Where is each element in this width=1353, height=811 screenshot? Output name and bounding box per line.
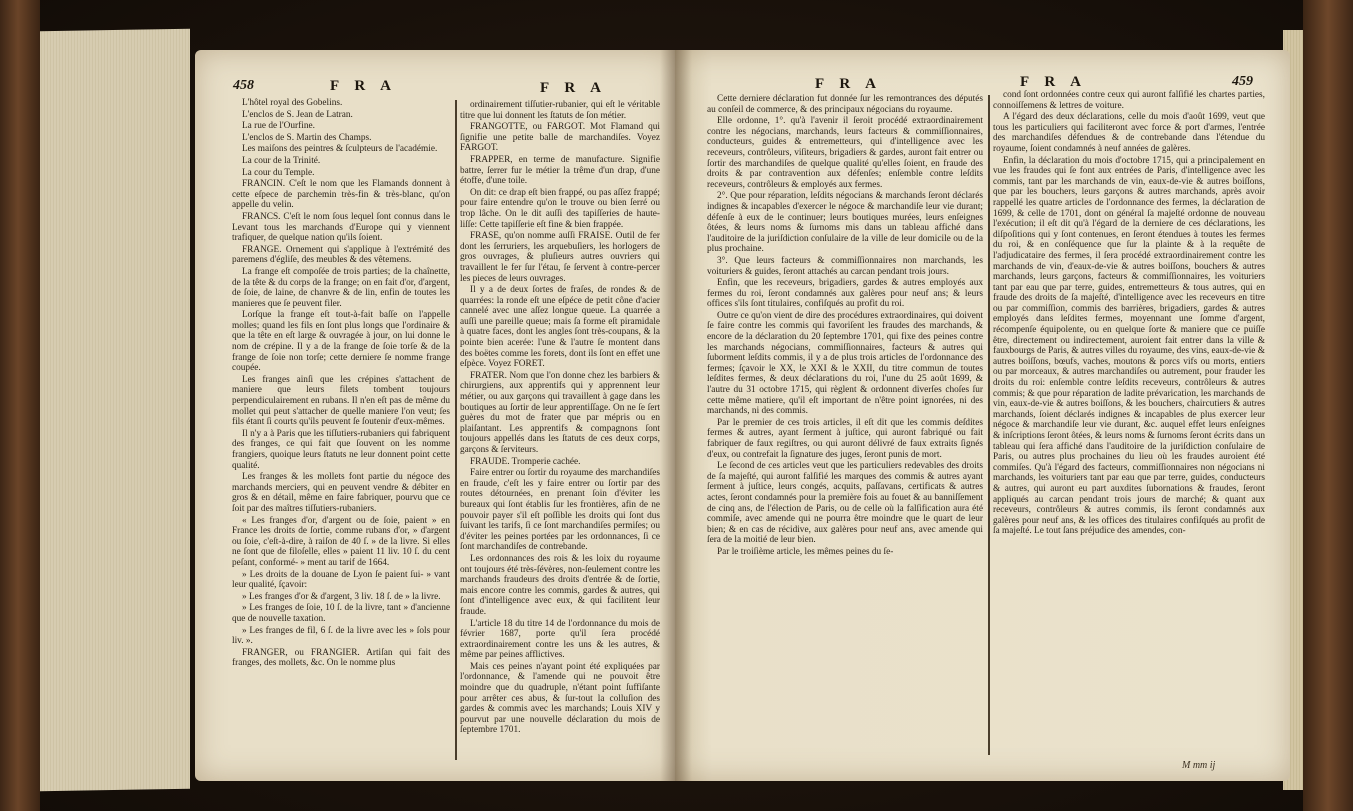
paragraph: Elle ordonne, 1°. qu'à l'avenir il ſeroit procédé extraordinairement contre les négocians, marchands, leurs facteurs & commiſſionnaires, conducteurs, guides & entremetteurs, qui d'intelligence avec les receveurs, contrôleurs, viſiteurs, brigadiers & gardes, auront fait entrer ou ſortir des marchandiſes de quelque qualité qu'elles ſoient, en fraude des droits & par contravention aux défenſes; enſemble contre leſdits receveurs, contrôleurs & employés aux fermes. [707, 116, 983, 190]
paragraph: La cour de la Trinité. [242, 155, 321, 166]
page-edges-left [40, 29, 190, 792]
paragraph: cond ſont ordonnées contre ceux qui auront falſifié les chartes parties, connoiſſemens & lettres de voiture. [993, 90, 1265, 111]
paragraph: » Les droits de la douane de Lyon ſe paient ſui- » vant leur qualité, ſçavoir: [232, 569, 450, 591]
paragraph: Par le troiſième article, les mêmes peines du ſe- [717, 546, 894, 557]
paragraph: Les franges & les mollets font partie du négoce des marchands merciers, qui en peuvent vendre & débiter en gros & en détail, même en faire fabriquer, pourvu que ce ſoit par des maîtres tiſſutiers-rubaniers. [232, 472, 450, 514]
paragraph: FRANGE. Ornement qui s'applique à l'extrémité des paremens d'égliſe, des meubles & des vêtemens. [232, 244, 450, 266]
paragraph: Outre ce qu'on vient de dire des procédures extraordinaires, qui doivent ſe faire contre les commis qui favoriſent les fraudes des marchands, & encore de la déclaration du 20 ſeptembre 1701, qui fixe des peines contre les marchands négocians, commiſſionnaires, facteurs & autres qui ſuborment leſdits commis, il y a de plus trois articles de l'ordonnance des fermes; ſçavoir le XX, le XXI & le XXII, du titre commun de toutes leſdites fermes, & deux déclarations du roi, l'une du 25 août 1699, & l'autre du 31 octobre 1715, qui règlent & ordonnent diverſes choſes ſur cette même matiere, qu'il eſt important de n'être point ignorées, ni des marchands, ni des commis. [707, 310, 983, 417]
paragraph: Par le premier de ces trois articles, il eſt dit que les commis deſdites fermes & autres, ayant ſerment à juſtice, qui auront fabriqué ou fait fabriquer de faux regiſtres, ou qui auront délivré de faux extraits ſignés d'eux, ou contrefait la ſignature des juges, ſeront punis de mort. [707, 417, 983, 460]
paragraph: FRANGER, ou FRANGIER. Artiſan qui fait des franges, des mollets, &c. On le nomme plus [232, 647, 450, 669]
paragraph: Mais ces peines n'ayant point été expliquées par l'ordonnance, & l'amende qui ne pouvoit être moindre que du quadruple, n'étant point ſuffiſante pour arrêter ces abus, & ſur-tout la colluſion des gardes & commis avec les marchands; Louis XIV y pourvut par une nouvelle déclaration du mois de ſeptembre 1701. [460, 661, 660, 736]
right-column-divider [988, 95, 990, 755]
paragraph: Les maiſons des peintres & ſculpteurs de l'académie. [242, 144, 438, 155]
paragraph: » Les franges de ſoie, 10 ſ. de la livre, tant » d'ancienne que de nouvelle taxation. [232, 603, 450, 624]
paragraph: Cette derniere déclaration fut donnée ſur les remontrances des députés au conſeil de commerce, & des principaux négocians du royaume. [707, 94, 983, 115]
book-cover-right [1303, 0, 1353, 811]
paragraph: FRAUDE. Tromperie cachée. [470, 456, 581, 467]
paragraph: 3°. Que leurs facteurs & commiſſionnaires non marchands, les voituriers & guides, ſeront attachés au carcan pendant trois jours. [707, 255, 983, 277]
book-gutter [660, 50, 692, 781]
paragraph: FRANCIN. C'eſt le nom que les Flamands donnent à cette eſpece de parchemin très-fin & très-blanc, qu'on appelle du velin. [232, 179, 450, 211]
paragraph: Lorſque la frange eſt tout-à-fait baſſe on l'appelle molles; quand les fils en ſont plus longs que l'ordinaire & que la tête en eſt large & ouvragée à jour, on lui donne le nom de crépine. Il y a de la frange de ſoie torſe & de la frange de ſoie non torſe; cette derniere ſe nomme frange coupée. [232, 310, 450, 374]
paragraph: L'enclos de S. Jean de Latran. [242, 109, 353, 120]
paragraph: ordinairement tiſſutier-rubanier, qui eſt le véritable titre que lui donnent les ſtatuts de ſon métier. [460, 100, 660, 121]
paragraph: A l'égard des deux déclarations, celle du mois d'août 1699, veut que tous les particuliers qui faciliteront avec force & port d'armes, l'entrée des marchandiſes défendues & de contrebande dans l'étendue du royaume, ſoient condamnés à neuf années de galères. [993, 112, 1265, 154]
right-column-a [707, 94, 983, 762]
paragraph: Le ſecond de ces articles veut que les particuliers redevables des droits de ſa majeſté, qui auront falſifié les marques des commis & autres ayant ſerment à juſtice, leurs congés, acquits, paſſavans, certificats & autres actes, ſeront condamnés pour la première fois au fouet & au banniſſement de cinq ans, de l'élection de Paris, ou de celle où la falſification aura été commiſe, avec amende qui ne pourra être moindre que le quart de leur bien; & en cas de récidive, aux galères pour neuf ans, avec amende qui ſera de la moitié de leur bien. [707, 461, 983, 546]
paragraph: Enfin, la déclaration du mois d'octobre 1715, qui a principalement en vue les fraudes qui ſe font aux entrées de Paris, d'intelligence avec les commis, tant par les marchands de vin, eaux-de-vie & autres boiſſons, que par les bouchers, leurs garçons & autres marchands, après avoir rappellé les quatre articles de l'ordonnance des fermes, la déclaration de 1699, & celle de 1701, dont on général ſa majeſté ordonne de nouveau l'exécution; il eſt dit qu'à l'égard de la derniere de ces déclarations, les diſpoſitions qui y ſont contenues, en ſeront étendues à toutes les fermes du roi, & en conſéquence que ſur la plainte & à la requête de l'adjudicataire des fermes, il ſera procédé extraordinairement contre les marchands de vin, d'eaux-de-vie & autres boiſſons, bouchers & autres marchands, leurs garçons, facteurs & commiſſionnaires, les voituriers tant par eau que par terre, guides, entremetteurs & tous autres, qui en fraude des droits de ſa majeſté, d'intelligence avec les receveurs en titre ou par commiſſion, commis des barrières, brigadiers, gardes & autres employés dans leſdites fermes, moyennant une ſomme d'argent, récompenſe équipolente, ou en quelque ſorte & maniere que ce puiſſe être, directement ou indirectement, auroient fait entrer dans la ville & fauxbourgs de Paris, & autres villes du royaume, des vins, eaux-de-vie & autres boiſſons, bœufs, vaches, moutons & porcs vifs ou morts, entiers ou par morceaux, & autres marchandiſes ou autrement, pour frauder les droits du roi: enſemble contre leſdits receveurs, contrôleurs & autres commis; & que pour réparation de ladite prévarication, les marchands de vin, eaux-de-vie & autres boiſſons, & les bouchers, chaircutiers & autres marchands, ſoient déclarés indignes & incapables de plus exercer leur négoce & marchandiſe leur vie durant, &c. auquel effet leurs enſeignes & inſcriptions ſeront ôtées, & leurs noms & ſurnoms ſeront écrits dans un tableau qui ſera affiché dans l'auditoire de la juriſdiction conſulaire de Paris, ou autres plus prochaines du lieu où les fraudes auroient été commiſes. Qu'à l'égard des facteurs, commiſſionnaires non négocians ni marchands, les voituriers tant par eau que par terre, guides, conducteurs & autres, qui auront eu part auxdites ſubornations & fraudes, ſeront appliqués au carcan pendant trois jours de marché; & quant aux receveurs, contrôleurs & autres commis, ils ſeront condamnés aux galères pour neuf ans, & les offices des titulaires confiſqués au profit de ſa majeſté. Le tout ſans préjudice des amendes, con- [993, 155, 1265, 537]
right-running-head-b: F R A [1020, 74, 1087, 90]
left-column-divider [455, 100, 457, 760]
paragraph: On dit: ce drap eſt bien frappé, ou pas aſſez frappé; pour faire entendre qu'on le trouve ou bien ſerré ou trop lâche. On le dit auſſi des tapiſſeries de haute-liſſe: Cette tapiſſerie eſt fine & bien frappée. [460, 187, 660, 230]
paragraph: FRASE, qu'on nomme auſſi FRAISE. Outil de fer dont les ſerruriers, les arquebuſiers, les horlogers de gros ouvrages, & pluſieurs autres ouvriers qui travaillent le fer ſur l'étau, ſe ſervent à contre-percer les pieces de leurs ouvrages. [460, 231, 660, 284]
right-running-head-a: F R A [815, 76, 882, 92]
paragraph: La cour du Temple. [242, 167, 315, 178]
paragraph: Les franges ainſi que les crépines s'attachent de maniere que leurs filets tombent toujours perpendiculairement en rubans. Il n'en eſt pas de même du mollet qui peut s'attacher de quelle maniere l'on veut; ſes fils étant ſi courts qu'ils peuvent ſe ſoutenir d'eux-mêmes. [232, 374, 450, 428]
paragraph: Il n'y a à Paris que les tiſſutiers-rubaniers qui fabriquent des franges, ce qui fait que ſouvent on les nomme frangiers, quoique leurs ſtatuts ne leur donnent point cette qualité. [232, 428, 450, 471]
right-page-number: 459 [1232, 74, 1253, 89]
left-running-head: F R A [330, 78, 397, 94]
left-col-b-head: F R A [540, 80, 607, 96]
paragraph: Enfin, que les receveurs, brigadiers, gardes & autres employés aux fermes du roi, ſeront condamnés aux galères pour neuf ans; & leurs offices s'ils ſont titulaires, confiſqués au profit du roi. [707, 278, 983, 310]
paragraph: L'article 18 du titre 14 de l'ordonnance du mois de février 1687, porte qu'il ſera procédé extraordinairement contre les uns & les autres, & même par peines afflictives. [460, 618, 660, 661]
paragraph: La rue de l'Ourfine. [242, 121, 315, 132]
paragraph: Faire entrer ou ſortir du royaume des marchandiſes en fraude, c'eſt les y faire entrer ou ſortir par des routes détournées, en prenant ſoin d'éviter les bureaux qui ſont établis ſur les frontières, afin de ne pouvoir payer s'il eſt poſſible les droits qui ſont dus ſuivant les tarifs, ſi ce ſont marchandiſes permiſes; ou d'éviter les peines portées par les ordonnances, ſi ce ſont marchandiſes de contrebande. [460, 468, 660, 553]
paragraph: 2°. Que pour réparation, leſdits négocians & marchands ſeront déclarés indignes & incapables d'exercer le négoce & marchandiſe leur vie durant; défenſe à eux de le continuer; leurs boutiques murées, leurs enſeignes ôtées, & leurs noms & ſurnoms mis dans un tableau affiché dans l'auditoire de la juriſdiction conſulaire de la ville de leur domicile ou de la plus prochaine. [707, 191, 983, 255]
paragraph: FRANCS. C'eſt le nom ſous lequel ſont connus dans le Levant tous les marchands d'Europe qui y viennent trafiquer, de quelque nation qu'ils ſoient. [232, 211, 450, 244]
right-column-b [993, 90, 1265, 764]
paragraph: La frange eſt compoſée de trois parties; de la chaînette, de la tête & du corps de la frange; on en fait d'or, d'argent, de ſoie, de laine, de chanvre & de lin, enfin de toutes les manieres que ſe peuvent filer. [232, 266, 450, 309]
paragraph: « Les franges d'or, d'argent ou de ſoie, paient » en France les droits de ſortie, comme rubans d'or, » d'argent ou ſoie, c'eſt-à-dire, à raiſon de 40 ſ. » de la livre. Si elles ne ſont que de filoſelle, elles » paient 11 liv. 10 ſ. du cent peſant, conformé- » ment au tarif de 1664. [232, 515, 450, 568]
paragraph: » Les franges d'or & d'argent, 3 liv. 18 ſ. de » la livre. [242, 591, 441, 602]
paragraph: FRANGOTTE, ou FARGOT. Mot Flamand qui ſignifie une petite balle de marchandiſes. Voyez FARGOT. [460, 122, 660, 154]
paragraph: Il y a de deux ſortes de fraſes, de rondes & de quarrées: la ronde eſt une eſpéce de petit cône d'acier cannelé avec une aſſez longue queue. La quarrée a auſſi une pareille queue; mais ſa forme eſt piramidale à quatre faces, dont les angles ſont très-coupans, & la pointe bien acerée: l'une & l'autre ſe montent dans des boëtes comme les forets, dont ils ſont en effet une eſpèce. Voyez FORET. [460, 285, 660, 370]
left-column-a [232, 98, 450, 768]
paragraph: L'enclos de S. Martin des Champs. [242, 132, 372, 143]
paragraph: FRATER. Nom que l'on donne chez les barbiers & chirurgiens, aux apprentifs qui y apprennent leur métier, ou aux garçons qui travaillent à gage dans les boutiques au ſortir de leur apprentiſſage. On ne ſe ſert guères du mot de frater que par mépris ou en plaiſantant. Les apprentifs & compagnons ſont toujours appellés dans les ſtatuts de ces deux corps, garçons & ſerviteurs. [460, 370, 660, 455]
signature-mark: M mm ij [1182, 760, 1216, 771]
paragraph: » Les franges de fil, 6 ſ. de la livre avec les » ſols pour liv. ». [232, 625, 450, 647]
left-page-number: 458 [233, 78, 254, 93]
left-column-b [460, 100, 660, 770]
book-cover-left [0, 0, 40, 811]
paragraph: FRAPPER, en terme de manufacture. Signifie battre, ſerrer fur le métier la trême d'un drap, d'une étoffe, d'une toile. [460, 154, 660, 187]
paragraph: Les ordonnances des rois & les loix du royaume ont toujours été très-ſévères, non-ſeulement contre les marchands fraudeurs des droits d'entrée & de ſortie, mais encore contre les commis, gardes & autres, qui ſont d'intelligence avec eux, & qui facilitent leur fraude. [460, 553, 660, 617]
paragraph: L'hôtel royal des Gobelins. [242, 98, 343, 108]
